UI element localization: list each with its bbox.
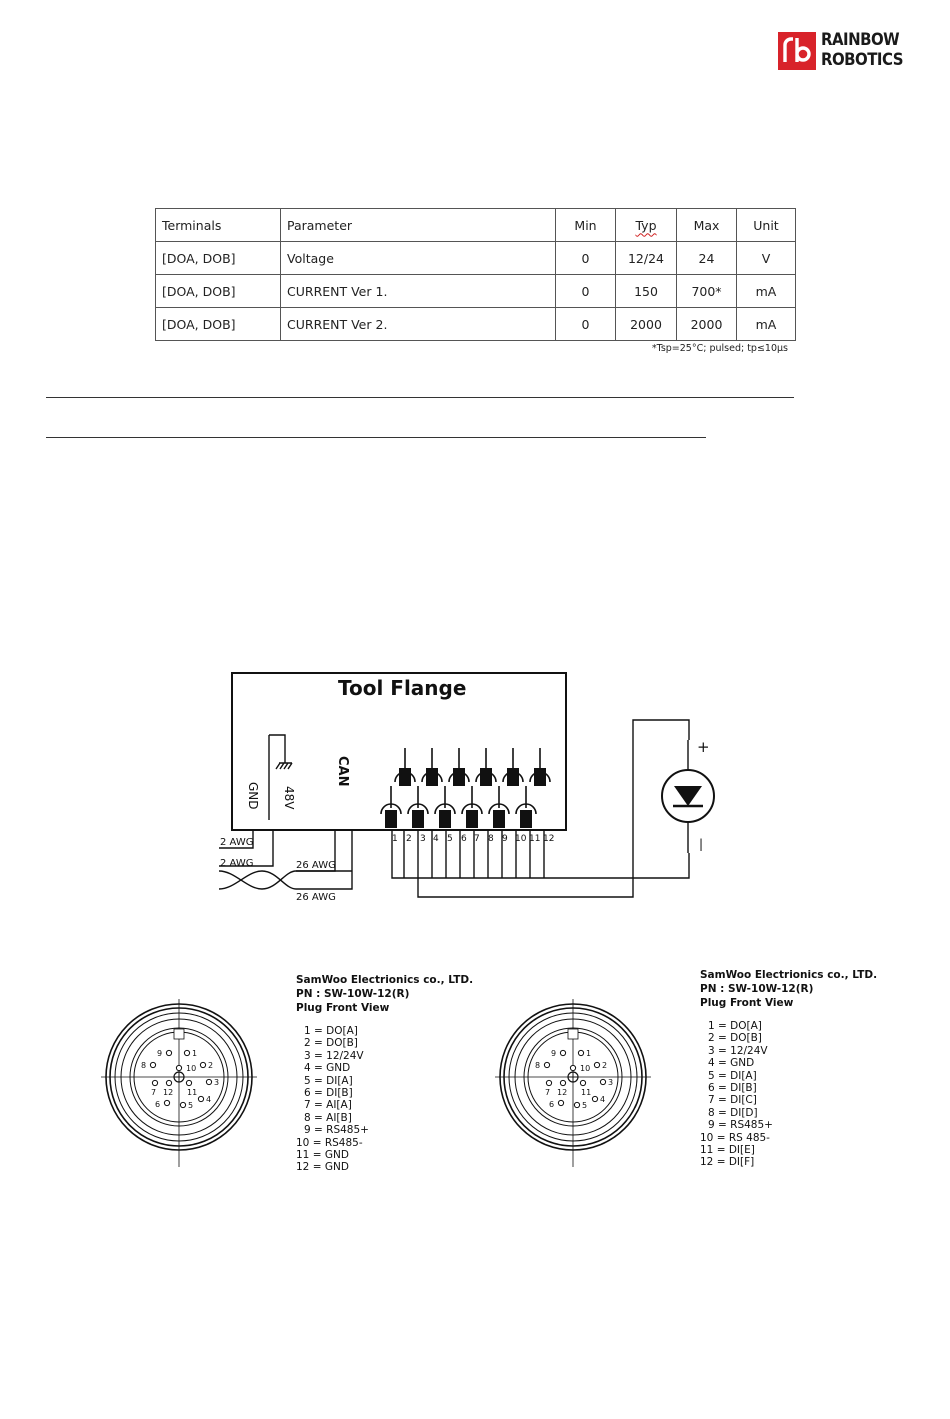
table-cell: [DOA, DOB] xyxy=(156,275,281,308)
connector-pin-number: 2 xyxy=(208,1061,214,1070)
pin-assignment-item: 7 = DI[C] xyxy=(708,1094,757,1107)
gnd-label: GND xyxy=(246,782,260,810)
pin-assignment-item: 12 = DI[F] xyxy=(700,1156,755,1169)
pin-socket-top xyxy=(449,748,469,786)
manufacturer-name: SamWoo Electrionics co., LTD. xyxy=(296,974,474,986)
pin-list-left xyxy=(296,973,473,1174)
loop-wire-2 xyxy=(418,720,689,897)
pin-assignment-item: 4 = GND xyxy=(708,1057,755,1070)
pin-assignment-item: 6 = DI[B] xyxy=(708,1082,757,1095)
pin-assignment-item: 10 = RS485- xyxy=(296,1136,363,1149)
pin-number: 1 xyxy=(392,834,398,844)
table-cell: 0 xyxy=(556,275,616,308)
pin-number: 4 xyxy=(433,834,439,844)
table-cell: CURRENT Ver 2. xyxy=(281,308,556,341)
pin-assignment-item: 11 = GND xyxy=(296,1149,349,1162)
pin-assignment-item: 10 = RS 485- xyxy=(700,1131,770,1144)
pin-assignment-item: 11 = DI[E] xyxy=(700,1144,755,1157)
connector-pin-number: 11 xyxy=(187,1088,198,1097)
connector-pin-number: 9 xyxy=(157,1049,163,1058)
table-cell: 700* xyxy=(677,275,737,308)
pin-assignment-item: 9 = RS485+ xyxy=(708,1119,773,1132)
table-cell: 2000 xyxy=(677,308,737,341)
connector-pin-number: 10 xyxy=(580,1064,591,1073)
connector-pin-number: 5 xyxy=(188,1101,194,1110)
pin-number: 8 xyxy=(488,834,494,844)
pin-assignments xyxy=(296,1025,473,1174)
can-label: CAN xyxy=(335,756,350,787)
pin-socket-top xyxy=(530,748,550,786)
pin-assignment-item: 8 = DI[D] xyxy=(708,1106,758,1119)
header-max: Max xyxy=(677,209,737,242)
pin-number: 7 xyxy=(474,834,480,844)
connector-pin-number: 6 xyxy=(155,1100,161,1109)
part-number: PN : SW-10W-12(R) xyxy=(700,983,814,995)
wire-label: 26 AWG xyxy=(296,892,336,903)
manufacturer-name: SamWoo Electrionics co., LTD. xyxy=(700,969,878,981)
connector-pin-number: 4 xyxy=(206,1095,212,1104)
pin-assignment-item: 3 = 12/24V xyxy=(708,1044,768,1057)
view-label: Plug Front View xyxy=(700,997,794,1009)
pin-assignment-item: 6 = DI[B] xyxy=(304,1087,353,1100)
table-cell: 24 xyxy=(677,242,737,275)
table-cell: 12/24 xyxy=(616,242,677,275)
pin-number: 9 xyxy=(502,834,508,844)
diagram-title: Tool Flange xyxy=(338,676,467,700)
connector-pin-number: 7 xyxy=(545,1088,551,1097)
pin-socket-bottom xyxy=(489,786,509,828)
table-cell: V xyxy=(737,242,796,275)
table-cell: 150 xyxy=(616,275,677,308)
connector-pin-number: 9 xyxy=(551,1049,557,1058)
connector-pin-number: 1 xyxy=(586,1049,592,1058)
pin-number: 10 xyxy=(515,834,527,844)
connector-pin-number: 5 xyxy=(582,1101,588,1110)
table-cell: [DOA, DOB] xyxy=(156,242,281,275)
pin-assignment-item: 3 = 12/24V xyxy=(304,1049,364,1062)
part-number: PN : SW-10W-12(R) xyxy=(296,988,410,1000)
connector-pin-number: 3 xyxy=(608,1078,614,1087)
pin-socket-bottom xyxy=(462,786,482,828)
connector-face-right xyxy=(495,999,651,1167)
pin-assignment-item: 5 = DI[A] xyxy=(708,1069,757,1082)
view-label: Plug Front View xyxy=(296,1002,390,1014)
pin-assignment-item: 2 = DO[B] xyxy=(304,1037,358,1050)
header-min: Min xyxy=(556,209,616,242)
pin-assignment-item: 9 = RS485+ xyxy=(304,1124,369,1137)
logo-line-2: ROBOTICS xyxy=(821,50,903,70)
pin-socket-bottom xyxy=(435,786,455,828)
table-cell: Voltage xyxy=(281,242,556,275)
connector-pin-number: 1 xyxy=(192,1049,198,1058)
connector-pin-number: 4 xyxy=(600,1095,606,1104)
table-cell: CURRENT Ver 1. xyxy=(281,275,556,308)
pin-assignment-item: 8 = AI[B] xyxy=(304,1111,352,1124)
pin-socket-top xyxy=(422,748,442,786)
pin-number: 2 xyxy=(406,834,412,844)
diode-triangle-icon xyxy=(674,786,702,806)
connector-pin-number: 2 xyxy=(602,1061,608,1070)
pin-socket-bottom xyxy=(381,786,401,828)
pin-assignments xyxy=(700,1020,877,1169)
pin-socket-top xyxy=(476,748,496,786)
pin-number: 6 xyxy=(461,834,467,844)
wire-label: 2 AWG xyxy=(220,837,254,848)
connector-pin-number: 7 xyxy=(151,1088,157,1097)
table-cell: [DOA, DOB] xyxy=(156,308,281,341)
pin-socket-bottom xyxy=(408,786,428,828)
table-footnote: *Tsp=25°C; pulsed; tp≤10μs xyxy=(651,343,788,354)
minus-label: | xyxy=(699,837,704,851)
connector-pin-number: 11 xyxy=(581,1088,592,1097)
pin-socket-top xyxy=(395,748,415,786)
connector-pin-number: 6 xyxy=(549,1100,555,1109)
pin-number: 5 xyxy=(447,834,453,844)
connector-face-left xyxy=(101,999,257,1167)
table-cell: mA xyxy=(737,308,796,341)
pin-assignment-item: 12 = GND xyxy=(296,1161,349,1174)
pin-number: 3 xyxy=(420,834,426,844)
plus-label: + xyxy=(697,738,710,756)
ground-icon xyxy=(276,763,292,769)
pin-number-row xyxy=(392,834,554,844)
connector-pin-number: 10 xyxy=(186,1064,197,1073)
ground-wire xyxy=(269,735,285,763)
connector-pin-number: 3 xyxy=(214,1078,220,1087)
pin-assignment-item: 7 = AI[A] xyxy=(304,1099,352,1112)
connector-pins xyxy=(381,748,550,828)
pin-list-right xyxy=(700,968,877,1169)
table-cell: mA xyxy=(737,275,796,308)
pin-assignment-item: 4 = GND xyxy=(304,1062,351,1075)
pin-socket-top xyxy=(503,748,523,786)
header-typ-text: Typ xyxy=(635,217,657,233)
header-terminals: Terminals xyxy=(156,209,281,242)
pin-assignment-item: 2 = DO[B] xyxy=(708,1032,762,1045)
pin-assignment-item: 1 = DO[A] xyxy=(708,1020,762,1032)
logo-line-1: RAINBOW xyxy=(821,30,900,50)
wire-label: 26 AWG xyxy=(296,860,336,871)
table-cell: 0 xyxy=(556,242,616,275)
48v-label: 48V xyxy=(282,786,296,810)
connector-pin-number: 12 xyxy=(163,1088,174,1097)
pin-number: 12 xyxy=(543,834,555,844)
header-unit: Unit xyxy=(737,209,796,242)
table-cell: 2000 xyxy=(616,308,677,341)
connector-pin-number: 12 xyxy=(557,1088,568,1097)
pin-socket-bottom xyxy=(516,786,536,828)
header-parameter: Parameter xyxy=(281,209,556,242)
pin-number: 11 xyxy=(529,834,541,844)
pin-assignment-item: 1 = DO[A] xyxy=(304,1025,358,1037)
connector-pin-number: 8 xyxy=(141,1061,147,1070)
pin-assignment-item: 5 = DI[A] xyxy=(304,1074,353,1087)
connector-pin-number: 8 xyxy=(535,1061,541,1070)
wire-label: 2 AWG xyxy=(220,858,254,869)
table-cell: 0 xyxy=(556,308,616,341)
